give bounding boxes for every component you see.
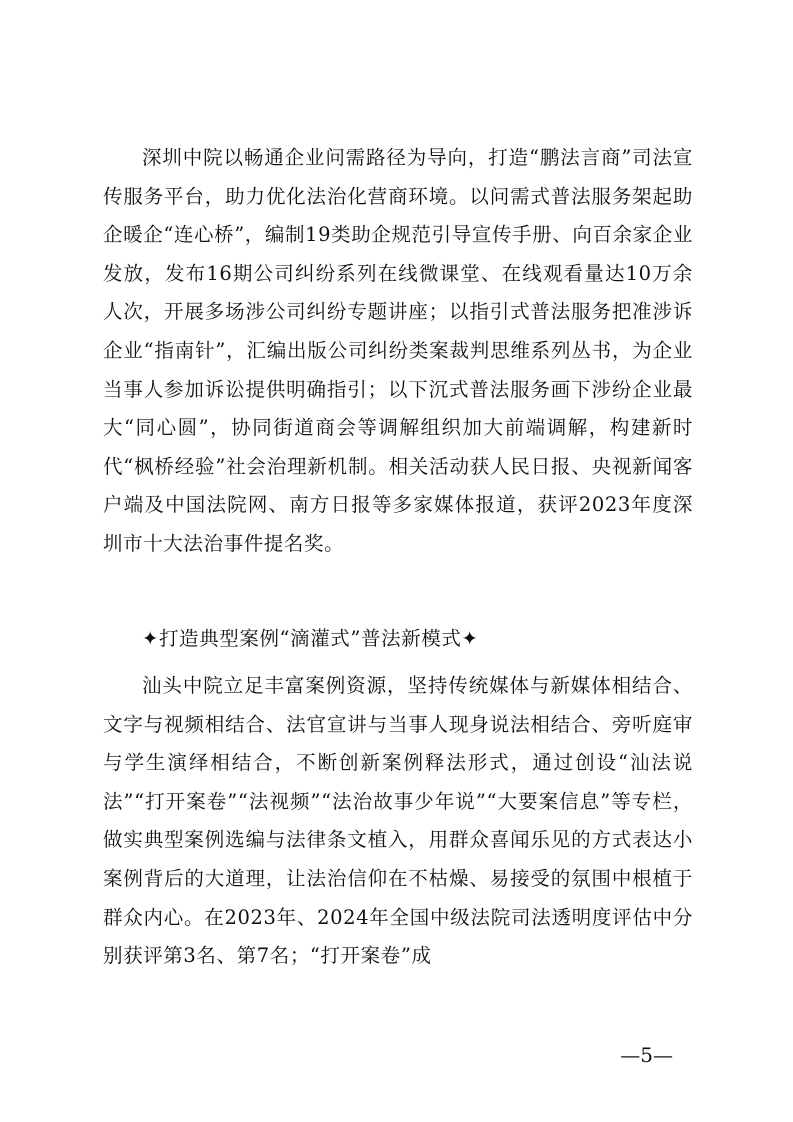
page-number: —5—: [620, 1043, 673, 1067]
section-heading: ✦打造典型案例“滴灌式”普法新模式✦: [142, 627, 479, 650]
paragraph-shantou-court: 汕头中院立足丰富案例资源，坚持传统媒体与新媒体相结合、文字与视频相结合、法官宣讲与当事人现身说法相结合、旁听庭审与学生演绎相结合，不断创新案例释法形式，通过创设“汕法说法”“打开案卷”“法视频”“法治故事少年说”“大要案信息”等专栏，做实典型案例选编与法律条文植入，用群众喜闻乐见的方式表达小案例背后的大道理，让法治信仰在不枯燥、易接受的氛围中根植于群众内心。在2023年、2024年全国中级法院司法透明度评估中分别获评第3名、第7名；“打开案卷”成: [103, 674, 693, 968]
paragraph-shenzhen-court: 深圳中院以畅通企业问需路径为导向，打造“鹏法言商”司法宣传服务平台，助力优化法治化营商环境。以问需式普法服务架起助企暖企“连心桥”，编制19类助企规范引导宣传手册、向百余家企业发放，发布16期公司纠纷系列在线微课堂、在线观看量达10万余人次，开展多场涉公司纠纷专题讲座；以指引式普法服务把准涉诉企业“指南针”，汇编出版公司纠纷类案裁判思维系列丛书，为企业当事人参加诉讼提供明确指引；以下沉式普法服务画下涉纷企业最大“同心圆”，协同街道商会等调解组织加大前端调解，构建新时代“枫桥经验”社会治理新机制。相关活动获人民日报、央视新闻客户端及中国法院网、南方日报等多家媒体报道，获评2023年度深圳市十大法治事件提名奖。: [103, 146, 693, 555]
